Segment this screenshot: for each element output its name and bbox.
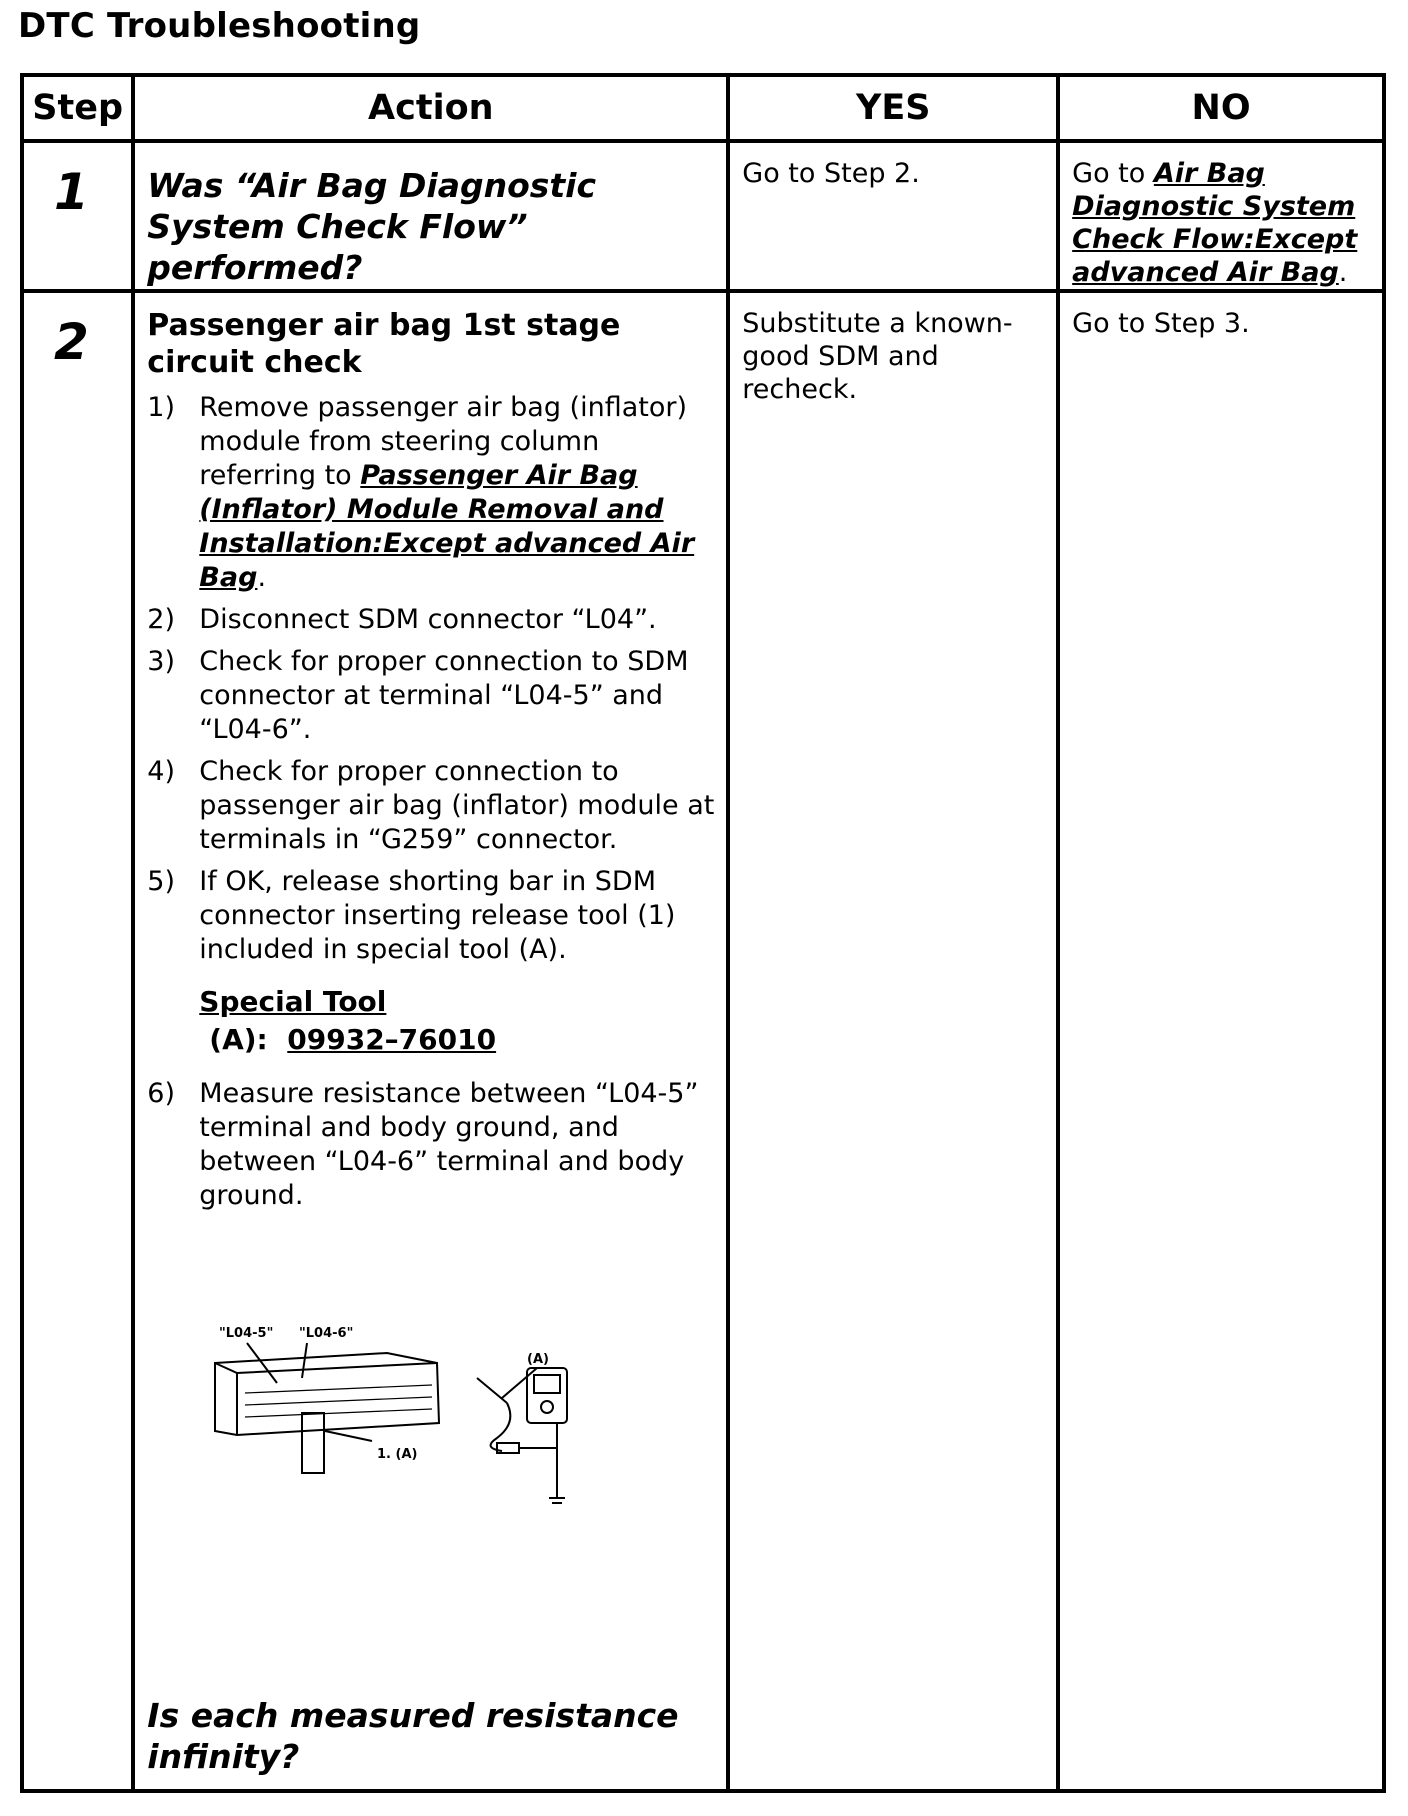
step-number: 1 bbox=[54, 163, 89, 221]
header-yes: YES bbox=[728, 75, 1058, 141]
list-item: 6) Measure resistance between “L04-5” terminal and body ground, and between “L04-6” terminal and body ground. bbox=[147, 1078, 699, 1211]
list-item: 1) Remove passenger air bag (inflator) module from steering column referring to Passenger Air Bag (Inflator) Module Removal and Installation:Except advanced Air Bag. bbox=[147, 392, 695, 593]
dtc-table bbox=[20, 73, 1386, 1793]
page-title: DTC Troubleshooting bbox=[18, 6, 421, 46]
header-step: Step bbox=[22, 75, 133, 141]
step-1-question: Was “Air Bag Diagnostic System Check Flow” performed? bbox=[147, 166, 597, 287]
step-2-no: Go to Step 3. bbox=[1072, 308, 1250, 339]
multimeter-drawing bbox=[477, 1368, 567, 1503]
step-2-question: Is each measured resistance infinity? bbox=[147, 1696, 679, 1776]
special-tool-label: Special Tool bbox=[199, 985, 387, 1018]
label-l04-6: "L04-6" bbox=[299, 1326, 354, 1341]
list-item: 5) If OK, release shorting bar in SDM connector inserting release tool (1) included in special tool (A). bbox=[147, 866, 676, 965]
table-row-step-1 bbox=[22, 141, 1384, 291]
step-1-yes: Go to Step 2. bbox=[742, 158, 920, 189]
label-l04-5: "L04-5" bbox=[219, 1326, 274, 1341]
step-number: 2 bbox=[54, 313, 89, 371]
header-no: NO bbox=[1058, 75, 1384, 141]
list-item: 4) Check for proper connection to passenger air bag (inflator) module at terminals in “G259” connector. bbox=[147, 756, 715, 855]
procedure-list bbox=[147, 391, 716, 967]
passenger-air-bag-removal-link[interactable]: Passenger Air Bag (Inflator) Module Removal and Installation:Except advanced Air Bag bbox=[199, 460, 695, 593]
step-2-heading: Passenger air bag 1st stage circuit check bbox=[147, 308, 621, 380]
step-2-yes: Substitute a known-good SDM and recheck. bbox=[742, 308, 1013, 405]
step-1-no: Go to Air Bag Diagnostic System Check Flow:Except advanced Air Bag. bbox=[1072, 158, 1358, 288]
header-action: Action bbox=[133, 75, 728, 141]
label-release-tool: 1. (A) bbox=[377, 1447, 418, 1462]
table-row-step-2 bbox=[22, 291, 1384, 1791]
air-bag-check-flow-link[interactable]: Air Bag Diagnostic System Check Flow:Except advanced Air Bag bbox=[1072, 158, 1358, 288]
label-meter: (A) bbox=[527, 1352, 550, 1367]
list-item: 2) Disconnect SDM connector “L04”. bbox=[147, 604, 657, 635]
special-tool: Special Tool (A): 09932–76010 bbox=[199, 983, 716, 1059]
tool-number: 09932–76010 bbox=[287, 1023, 497, 1056]
header-row bbox=[22, 75, 1384, 141]
connector-measurement-figure bbox=[207, 1323, 716, 1527]
list-item: 3) Check for proper connection to SDM connector at terminal “L04-5” and “L04-6”. bbox=[147, 646, 689, 745]
